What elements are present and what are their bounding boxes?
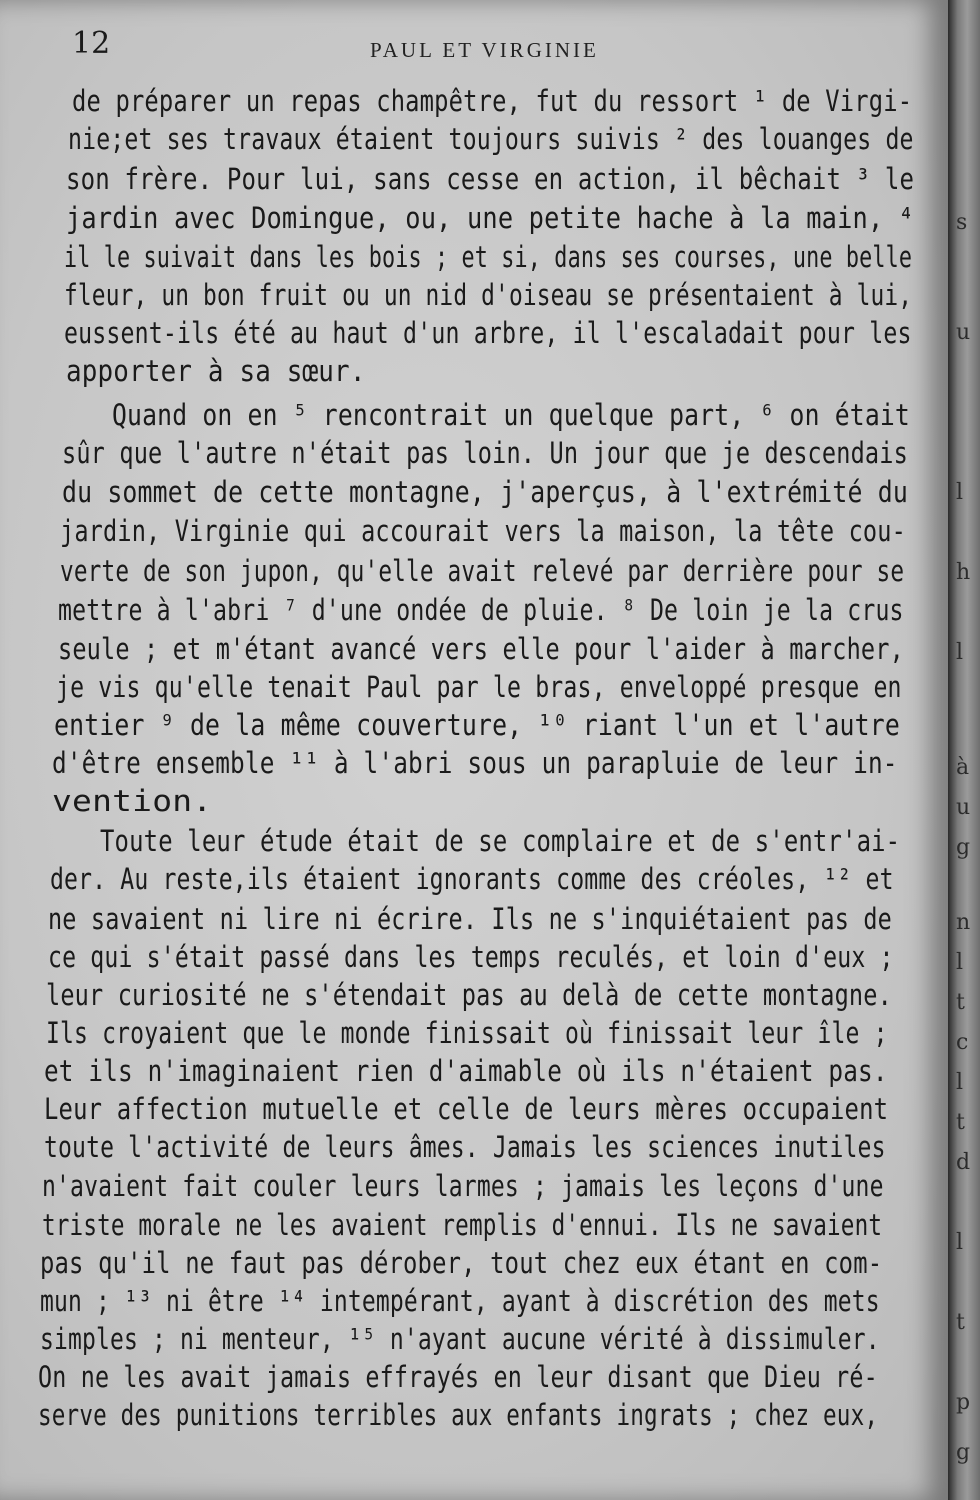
text-line: Toute leur étude était de se complaire et de s'entr'ai-	[100, 824, 901, 858]
text-line: der. Au reste,ils étaient ignorants comme des créoles, ¹² et	[50, 862, 894, 896]
edge-glyph: l	[956, 950, 964, 975]
text-line: seule ; et m'étant avancé vers elle pour l'aider à marcher,	[58, 632, 904, 666]
text-line: jardin avec Domingue, ou, une petite hache à la main, ⁴	[66, 201, 915, 235]
text-line: apporter à sa sœur.	[66, 354, 366, 388]
text-line: Leur affection mutuelle et celle de leurs mères occupaient	[44, 1092, 889, 1126]
edge-glyph: u	[956, 795, 971, 820]
text-line: pas qu'il ne faut pas dérober, tout chez eux étant en com-	[40, 1246, 883, 1280]
text-line: Quand on en ⁵ rencontrait un quelque part, ⁶ on était	[112, 398, 910, 432]
edge-glyph: d	[956, 1150, 971, 1175]
text-line: d'être ensemble ¹¹ à l'abri sous un parapluie de leur in-	[52, 746, 898, 780]
text-line: ce qui s'était passé dans les temps reculés, et loin d'eux ;	[48, 940, 894, 974]
text-line: n'avaient fait couler leurs larmes ; jamais les leçons d'une	[42, 1169, 884, 1203]
edge-glyph: l	[956, 1230, 964, 1255]
edge-glyph: l	[956, 640, 964, 665]
running-title: PAUL ET VIRGINIE	[370, 38, 599, 62]
text-line: mun ; ¹³ ni être ¹⁴ intempérant, ayant à discrétion des mets	[40, 1284, 880, 1318]
page-header	[0, 22, 948, 68]
text-line: Ils croyaient que le monde finissait où finissait leur île ;	[46, 1016, 888, 1050]
edge-glyph: à	[956, 755, 970, 780]
text-line: triste morale ne les avaient remplis d'ennui. Ils ne savaient	[42, 1208, 883, 1242]
text-line: mettre à l'abri ⁷ d'une ondée de pluie. ⁸ De loin je la crus	[58, 593, 904, 627]
edge-glyph: p	[956, 1390, 971, 1415]
edge-glyph: n	[956, 910, 971, 935]
text-line: nie;et ses travaux étaient toujours suivis ² des louanges de	[68, 122, 914, 156]
text-line: simples ; ni menteur, ¹⁵ n'ayant aucune vérité à dissimuler.	[40, 1322, 880, 1356]
edge-glyph: c	[956, 1030, 969, 1055]
text-line: toute l'activité de leurs âmes. Jamais les sciences inutiles	[44, 1130, 886, 1164]
adjacent-page-edge	[948, 0, 980, 1500]
text-line: verte de son jupon, qu'elle avait relevé par derrière pour se	[60, 554, 905, 588]
text-line: jardin, Virginie qui accourait vers la maison, la tête cou-	[60, 514, 906, 548]
text-line: son frère. Pour lui, sans cesse en action, il bêchait ³ le	[66, 162, 915, 196]
text-line: et ils n'imaginaient rien d'aimable où ils n'étaient pas.	[44, 1054, 888, 1088]
text-line: du sommet de cette montagne, j'aperçus, à l'extrémité du	[62, 475, 908, 509]
text-line: ne savaient ni lire ni écrire. Ils ne s'inquiétaient pas de	[48, 902, 892, 936]
edge-glyph: l	[956, 1070, 964, 1095]
text-line: il le suivait dans les bois ; et si, dans ses courses, une belle	[64, 240, 913, 274]
text-line: fleur, un bon fruit ou un nid d'oiseau se présentaient à lui,	[64, 278, 913, 312]
edge-glyph: t	[956, 1110, 965, 1135]
edge-glyph: t	[956, 990, 965, 1015]
text-line: sûr que l'autre n'était pas loin. Un jour que je descendais	[62, 436, 908, 470]
edge-glyph: s	[956, 210, 968, 235]
text-line: je vis qu'elle tenait Paul par le bras, enveloppé presque en	[56, 670, 902, 704]
page-number: 12	[72, 26, 111, 61]
text-line: vention.	[52, 784, 213, 818]
text-line: de préparer un repas champêtre, fut du ressort ¹ de Virgi-	[72, 84, 913, 118]
edge-glyph: u	[956, 320, 971, 345]
text-line: eussent-ils été au haut d'un arbre, il l'escaladait pour les	[64, 316, 912, 350]
edge-glyph: t	[956, 1310, 965, 1335]
text-line: serve des punitions terribles aux enfants ingrats ; chez eux,	[38, 1398, 879, 1432]
edge-glyph: g	[956, 835, 971, 860]
text-line: On ne les avait jamais effrayés en leur disant que Dieu ré-	[38, 1360, 878, 1394]
edge-glyph: l	[956, 480, 964, 505]
text-line: entier ⁹ de la même couverture, ¹⁰ riant l'un et l'autre	[54, 708, 900, 742]
edge-glyph: g	[956, 1440, 971, 1465]
edge-glyph: h	[956, 560, 971, 585]
text-line: leur curiosité ne s'étendait pas au delà de cette montagne.	[46, 978, 892, 1012]
